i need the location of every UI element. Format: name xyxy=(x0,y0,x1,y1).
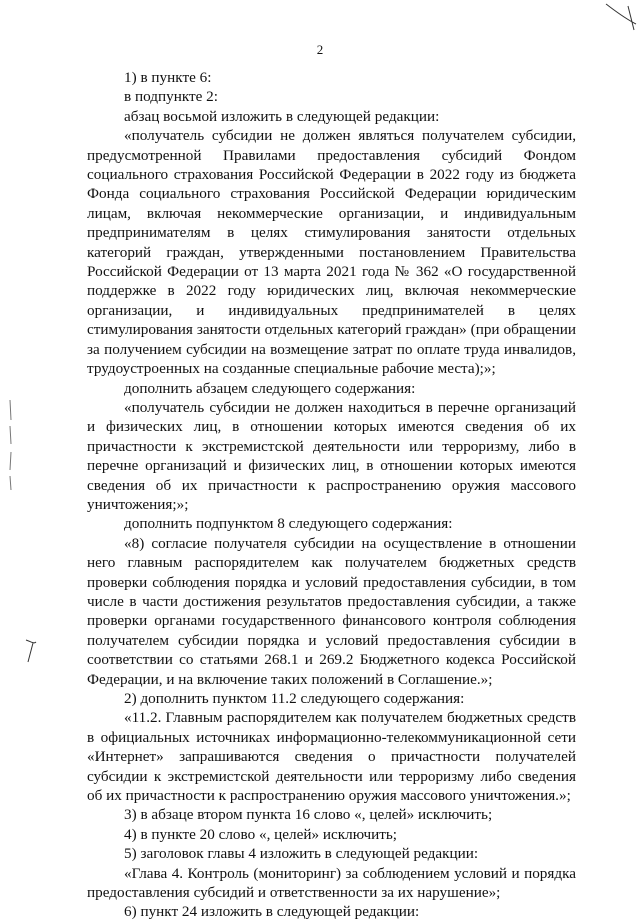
paragraph: в подпункте 2: xyxy=(124,88,218,106)
paragraph: 3) в абзаце втором пункта 16 слово «, целей» исключить; xyxy=(124,806,493,824)
paragraph: «8) согласие получателя субсидии на осуществление в отношении него главным распорядителем как получателем бюджетных средств проверки соблюдения порядка и условий предоставления субсидии, в том числе в части достижения результатов предоставления субсидии, а также проверки органами государственного финансового контроля соблюдения получателем субсидии порядка и условий предоставления субсидии в соответствии со статьями 268.1 и 269.2 Бюджетного кодекса Российской Федерации, и на включение таких положений в Соглашение.»; xyxy=(87,534,576,688)
document-body xyxy=(87,68,576,922)
paragraph: 4) в пункте 20 слово «, целей» исключить; xyxy=(124,825,398,843)
left-margin-pen-mark xyxy=(24,638,38,664)
paragraph: абзац восьмой изложить в следующей редакции: xyxy=(124,107,440,125)
paragraph: «Глава 4. Контроль (мониторинг) за соблюдением условий и порядка предоставления субсидий и ответственности за их нарушение»; xyxy=(87,864,576,902)
paragraph: «получатель субсидии не должен находиться в перечне организаций и физических лиц, в отношении которых имеются сведения об их причастности к экстремистской деятельности или терроризму, либо в перечне организаций и физических лиц, в отношении которых имеются сведения об их причастности к распространению оружия массового уничтожения;»; xyxy=(87,398,576,513)
paragraph: 6) пункт 24 изложить в следующей редакции: xyxy=(124,903,420,921)
left-margin-scan-mark xyxy=(6,400,16,490)
paragraph: 2) дополнить пунктом 11.2 следующего содержания: xyxy=(124,690,465,707)
paragraph: «11.2. Главным распорядителем как получателем бюджетных средств в официальных источниках информационно-телекоммуникационной сети «Интернет» запрашиваются сведения о причастности получателей субсидии к экстремистской деятельности или терроризму либо сведения об их причастности к распространению оружия массового уничтожения.»; xyxy=(87,709,576,805)
paragraph: «получатель субсидии не должен являться получателем субсидии, предусмотренной Правилами предоставления субсидий Фондом социального страхования Российской Федерации в 2022 году из бюджета Фонда социального страхования Российской Федерации юридическим лицам, включая некоммерческие организации, и индивидуальным предпринимателям в целях стимулирования занятости отдельных категорий граждан, утвержденными постановлением Правительства Российской Федерации от 13 марта 2021 года № 362 «О государственной поддержке в 2022 году юридических лиц, включая некоммерческие организации, и индивидуальных предпринимателей в целях стимулирования занятости отдельных категорий граждан» (при обращении за получением субсидии на возмещение затрат по оплате труда инвалидов, трудоустроенных на созданные специальные рабочие места);»; xyxy=(87,127,576,378)
page-number: 2 xyxy=(316,42,324,57)
paragraph: дополнить абзацем следующего содержания: xyxy=(124,379,416,397)
paragraph: 5) заголовок главы 4 изложить в следующей редакции: xyxy=(124,845,479,863)
paragraph: дополнить подпунктом 8 следующего содержания: xyxy=(124,515,453,533)
corner-pen-mark xyxy=(600,0,640,40)
paragraph: 1) в пункте 6: xyxy=(124,69,212,86)
